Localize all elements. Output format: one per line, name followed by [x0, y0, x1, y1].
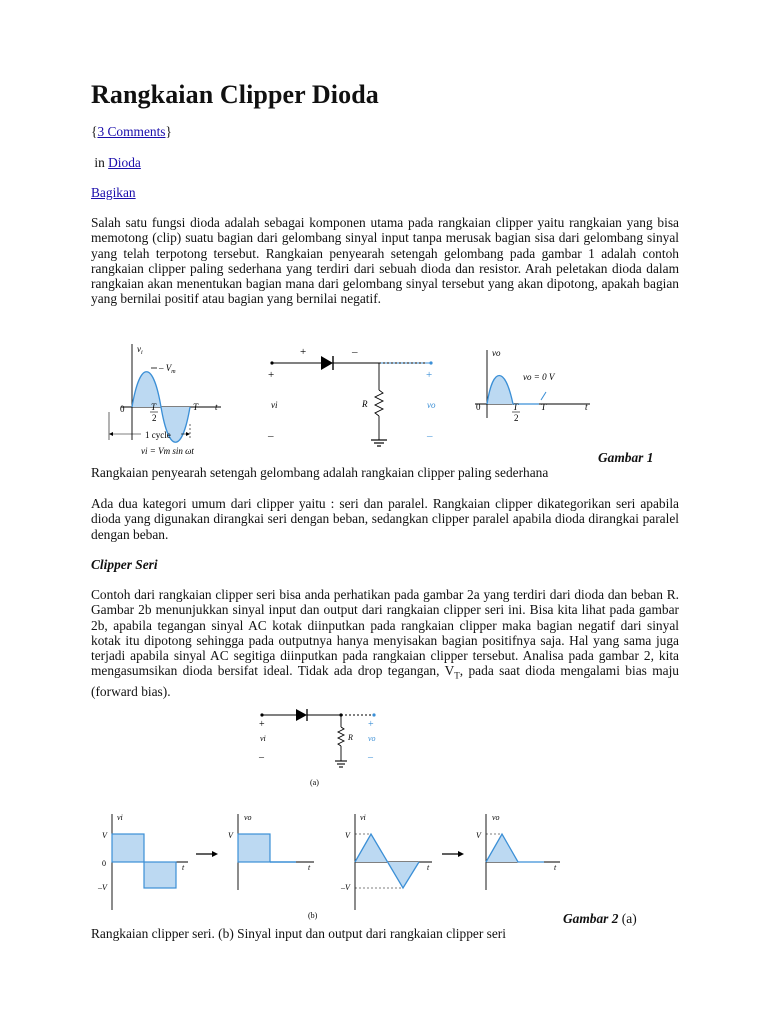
f2-vo-label: vo — [368, 734, 376, 743]
figure-2-label: Gambar 2 (a) — [563, 911, 637, 926]
output-t-half-den: 2 — [514, 413, 519, 423]
equation-label: vi = Vm sin ωt — [141, 446, 194, 456]
figure-1-caption: Rangkaian penyearah setengah gelombang adalah rangkaian clipper paling sederhana — [91, 465, 549, 480]
tri-t-label: t — [427, 863, 430, 872]
output-halfwave-plot — [475, 348, 590, 423]
figure-1-label: Gambar 1 — [598, 450, 654, 465]
tri-negv-label: –V — [341, 883, 350, 892]
triangle-output-plot — [476, 813, 560, 890]
vi-axis-label: $v_i$ — [137, 344, 143, 356]
tri-vi-axis: vi — [360, 813, 366, 822]
kategori-paragraph: Ada dua kategori umum dari clipper yaitu : seri dan paralel. Rangkaian clipper dikategorikan seri apabila dioda yang digunakan dirangkai seri dengan beban, sedangkan clipper paralel apabila dioda dirangkai paralel dengan beban. — [91, 496, 679, 542]
trio-vo-axis: vo — [492, 813, 500, 822]
clipper-seri-paragraph: Contoh dari rangkaian clipper seri bisa anda perhatikan pada gambar 2a yang terdiri dari dioda dan beban R. Gambar 2b menunjukkan sinyal input dan output dari rangkaian clipper seri ini. Bisa kita lihat pada gambar 2b, apabila tegangan sinyal AC kotak diinputkan pada rangkaian clipper maka bagian negatif dari sinyal kotak itu dipotong sehingga pada outputnya hanya menyisakan bagian positifnya saja. Hal yang sama juga terjadi apabila sinyal AC segitiga diinputkan pada rangkaian clipper tersebut. Analisa pada gambar 2, kita mengasumsikan dioda bersifat ideal. Tidak ada drop tegangan, $V_T$, pada saat dioda mengalami bias maju (forward bias). — [91, 587, 680, 700]
f2-r-label: R — [348, 733, 353, 742]
trio-v-label: V — [476, 831, 481, 840]
comments-line: {3 Comments} — [91, 124, 172, 139]
f2-output-minus: – — [368, 752, 373, 763]
input-plus: + — [268, 369, 275, 381]
share-line — [91, 185, 136, 200]
origin-label: 0 — [120, 404, 125, 414]
output-origin: 0 — [476, 402, 481, 412]
sq-zero: 0 — [102, 859, 106, 868]
t-full-label: T — [193, 402, 199, 412]
vi-label: vi — [271, 400, 278, 410]
trio-t-label: t — [554, 863, 557, 872]
diode-minus: – — [352, 346, 358, 358]
output-t-half: T — [513, 402, 519, 412]
t-half-den: 2 — [152, 413, 157, 423]
half-wave-circuit — [267, 346, 436, 446]
square-input-plot — [97, 813, 188, 910]
output-t-full: T — [541, 402, 547, 412]
sq-t-label: t — [182, 863, 185, 872]
tri-v-label: V — [345, 831, 350, 840]
comments-link[interactable]: 3 Comments — [97, 124, 166, 139]
f2-input-plus: + — [259, 719, 265, 730]
t-half-label: T — [151, 402, 157, 412]
vo-zero-label: vo = 0 V — [523, 372, 555, 382]
f2-sub-a-label: (a) — [310, 778, 319, 787]
arrow-2-icon — [442, 851, 464, 857]
square-output-plot — [228, 813, 314, 890]
figure-2a-circuit — [250, 705, 390, 793]
sqo-v-label: V — [228, 831, 233, 840]
sqo-vo-axis: vo — [244, 813, 252, 822]
output-plus: + — [426, 369, 433, 381]
cycle-label: 1 cycle — [145, 430, 171, 440]
triangle-input-plot — [340, 813, 432, 910]
sq-negv-label: –V — [98, 883, 107, 892]
f2-input-minus: – — [259, 752, 264, 763]
sqo-t-label: t — [308, 863, 311, 872]
figure-1 — [95, 340, 605, 462]
sq-v-label: V — [102, 831, 107, 840]
vm-label: – $V_m$ — [159, 363, 176, 375]
clipper-seri-heading: Clipper Seri — [91, 557, 158, 572]
f2-output-plus: + — [368, 719, 374, 730]
category-line: in Dioda — [94, 155, 141, 170]
f2-sub-b-label: (b) — [308, 911, 318, 920]
figure-2b-waveforms — [92, 810, 572, 922]
intro-paragraph: Salah satu fungsi dioda adalah sebagai komponen utama pada rangkaian clipper yaitu rangkaian yang bisa memotong (clip) suatu bagian dari gelombang sinyal input tanpa merusak bagian sisa dari gelombang sinyal yang telah terpotong tersebut. Rangkaian penyearah setengah gelombang pada gambar 1 adalah contoh rangkaian clipper paling sederhana yang terdiri dari sebuah dioda dan resistor. Arah peletakan dioda dalam rangkaian akan menentukan bagian mana dari gelombang sinyal tersebut yang akan dipotong, apakah bagian yang bernilai positif atau bagian yang bernilai negatif. — [91, 215, 679, 307]
f2-vi-label: vi — [260, 734, 266, 743]
input-minus: – — [268, 430, 274, 442]
figure-2-caption: Rangkaian clipper seri. (b) Sinyal input dan output dari rangkaian clipper seri — [91, 926, 506, 941]
output-t-axis: t — [585, 402, 588, 412]
t-axis-label: t — [215, 402, 218, 412]
diode-plus: + — [300, 346, 307, 358]
vo-label: vo — [427, 400, 436, 410]
r-label: R — [362, 399, 368, 409]
vo-axis-label: vo — [492, 348, 501, 358]
sq-vi-axis: vi — [117, 813, 123, 822]
page-title: Rangkaian Clipper Dioda — [91, 80, 379, 109]
category-link[interactable]: Dioda — [108, 155, 141, 170]
share-link[interactable]: Bagikan — [91, 185, 136, 200]
arrow-1-icon — [196, 851, 218, 857]
input-sine-plot — [109, 344, 221, 456]
output-minus: – — [427, 430, 433, 442]
